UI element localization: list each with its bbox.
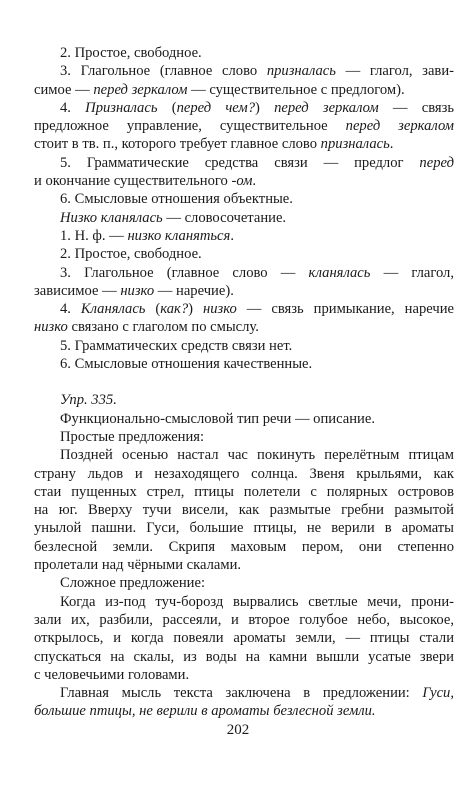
text-line — [34, 318, 454, 336]
text-span: 4. — [60, 99, 86, 116]
italic-text: перед зеркалом — [274, 99, 379, 116]
text-span: связано с глаголом по смыслу. — [67, 319, 259, 336]
text-line — [34, 666, 454, 684]
text-line — [34, 519, 454, 537]
text-span: симое — — [34, 81, 94, 98]
text-line — [34, 81, 454, 99]
text-line — [34, 556, 454, 574]
text-line — [34, 501, 454, 519]
text-span: стаи пущенных стрел, птицы полетели с полярных островов — [34, 483, 454, 500]
italic-text: низко — [34, 319, 68, 336]
text-span: безлесной земли. Скрипя маховым пером, они степенно — [34, 538, 454, 555]
text-span: предложное управление, существительное — [34, 118, 346, 135]
text-span: — глагол, зави- — [335, 63, 454, 80]
italic-text: Кланялась — [80, 301, 146, 318]
text-span: Сложное предложение: — [60, 575, 205, 592]
italic-text: низко — [120, 282, 155, 299]
text-span: — глагол, — [370, 264, 454, 281]
text-span: 3. Глагольное (главное слово — — [60, 264, 309, 281]
italic-text: Низко кланялась — [60, 209, 163, 226]
text-span: — связь — [378, 99, 455, 116]
text-span: зали их, разбили, рассеяли, и второе голубое небо, высокое, — [34, 611, 454, 628]
text-span: . — [230, 227, 234, 244]
text-span: 6. Смысловые отношения качественные. — [60, 356, 313, 373]
text-line — [34, 282, 454, 300]
page-text — [34, 44, 454, 721]
text-line — [34, 483, 454, 501]
text-span: открылось, и когда повеяли ароматы земли, — птицы стали — [34, 630, 454, 647]
text-line — [34, 684, 454, 702]
text-line — [34, 44, 454, 62]
italic-text: низко — [203, 301, 237, 318]
text-line — [34, 172, 454, 190]
text-line — [34, 629, 454, 647]
text-line — [34, 245, 454, 263]
text-line — [34, 446, 454, 464]
text-span: . — [389, 136, 394, 153]
text-line — [34, 190, 454, 208]
italic-text: Гуси, — [422, 685, 454, 702]
text-span: — существительное с предлогом). — [187, 81, 405, 98]
text-line — [34, 410, 454, 428]
text-line — [34, 209, 454, 227]
italic-text: -ом — [231, 173, 253, 190]
text-span: 2. Простое, свободное. — [60, 246, 202, 263]
italic-text: призналась — [320, 136, 390, 153]
text-line — [34, 538, 454, 556]
text-span: 6. Смысловые отношения объектные. — [60, 191, 293, 208]
text-span: ) — [255, 99, 275, 116]
text-span: Когда из-под туч-борозд вырвались светлые мечи, прони- — [60, 593, 454, 610]
italic-text: перед — [419, 154, 454, 171]
text-span: 4. — [60, 301, 81, 318]
text-span: 5. Грамматических средств связи нет. — [60, 337, 293, 354]
text-span: с человечьими головами. — [34, 666, 190, 683]
text-span: страну льдов и незаходящего солнца. Звеня крыльями, как — [34, 465, 454, 482]
text-span: Функционально-смысловой тип речи — описание. — [60, 410, 375, 427]
text-line — [34, 300, 454, 318]
text-span: ( — [145, 301, 161, 318]
italic-text: перед зеркалом — [345, 118, 454, 135]
text-line — [34, 227, 454, 245]
text-span: Поздней осенью настал час покинуть перелётным птицам — [60, 447, 454, 464]
text-line — [34, 264, 454, 282]
italic-text: низко кланяться — [127, 227, 231, 244]
italic-text: кланялась — [308, 264, 371, 281]
page-number: 202 — [226, 722, 250, 738]
italic-text: перед зеркалом — [93, 81, 188, 98]
text-line — [34, 62, 454, 80]
text-line — [34, 702, 454, 720]
text-span: пролетали над чёрными скалами. — [34, 557, 242, 574]
text-span: . — [252, 173, 257, 190]
text-line — [34, 465, 454, 483]
text-span: и окончание существительного — [34, 173, 232, 190]
text-line — [34, 428, 454, 446]
text-span: стоит в тв. п., которого требует главное слово — [34, 136, 321, 153]
text-line — [34, 391, 454, 409]
text-span: зависимое — — [34, 282, 121, 299]
italic-text: Призналась — [85, 99, 158, 116]
text-line — [34, 154, 454, 172]
text-span: — связь примыкание, наречие — [236, 301, 455, 318]
paragraph-gap — [34, 373, 454, 391]
italic-text: большие птицы, не верили в ароматы безлесной земли. — [34, 703, 376, 720]
text-span: — наречие). — [154, 282, 234, 299]
text-line — [34, 99, 454, 117]
text-line — [34, 574, 454, 592]
text-line — [34, 355, 454, 373]
text-span: 2. Простое, свободное. — [60, 45, 202, 61]
text-line — [34, 135, 454, 153]
text-span: 5. Грамматические средства связи — предлог — [60, 154, 420, 171]
italic-text: призналась — [266, 63, 336, 80]
text-span: Главная мысль текста заключена в предложении: — [60, 685, 423, 702]
text-span: Простые предложения: — [60, 428, 205, 445]
text-span: унылой пашни. Гуси, большие птицы, не верили в ароматы — [34, 520, 454, 537]
italic-text: Упр. 335. — [60, 392, 117, 409]
text-span: ) — [188, 301, 204, 318]
text-line — [34, 611, 454, 629]
text-line — [34, 648, 454, 666]
text-line — [34, 337, 454, 355]
text-line — [34, 117, 454, 135]
text-span: спускаться на скалы, из воды на камни вышли усатые звери — [34, 648, 454, 665]
text-span: ( — [157, 99, 177, 116]
text-span: 1. Н. ф. — — [60, 227, 128, 244]
text-span: — словосочетание. — [162, 209, 287, 226]
text-line — [34, 593, 454, 611]
italic-text: как? — [160, 301, 189, 318]
text-span: на юг. Вверху тучи висели, как размытые гребни размытой — [34, 502, 454, 519]
italic-text: перед чем? — [176, 99, 256, 116]
text-span: 3. Глагольное (главное слово — [60, 63, 267, 80]
